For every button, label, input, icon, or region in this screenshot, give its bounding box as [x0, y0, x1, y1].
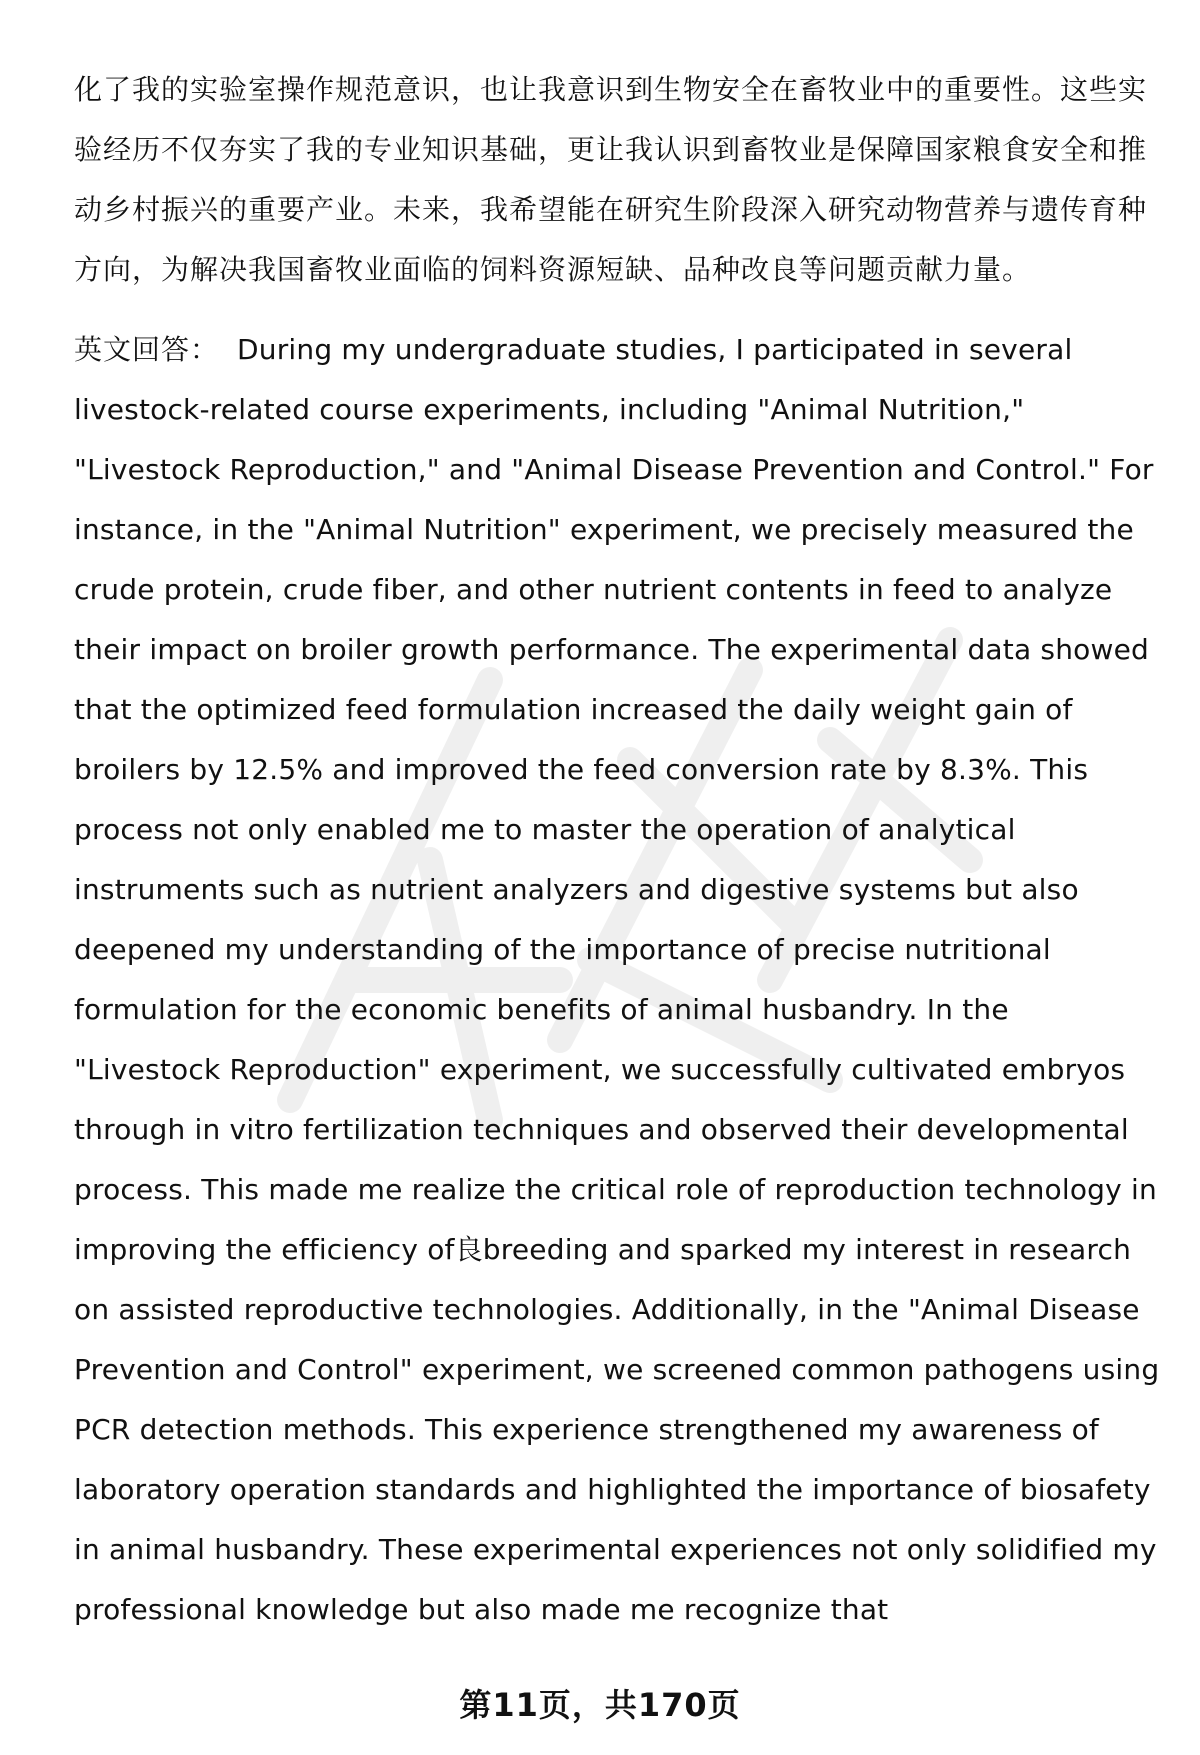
english-answer-paragraph: [74, 320, 1164, 1640]
page-number-footer: 第11页，共170页: [459, 1686, 741, 1724]
english-answer-label: 英文回答：: [74, 333, 220, 366]
english-answer-text: During my undergraduate studies, I participated in several livestock-related course experiments, including "Animal Nutrition," "Livestock Reproduction," and "Animal Disease Prevention and Control." For instance, in the "Animal Nutrition" experiment, we precisely measured the crude protein, crude fiber, and other nutrient contents in feed to analyze their impact on broiler growth performance. The experimental data showed that the optimized feed formulation increased the daily weight gain of broilers by 12.5% and improved the feed conversion rate by 8.3%. This process not only enabled me to master the operation of analytical instruments such as nutrient analyzers and digestive systems but also deepened my understanding of the importance of precise nutritional formulation for the economic benefits of animal husbandry. In the "Livestock Reproduction" experiment, we successfully cultivated embryos through in vitro fertilization techniques and observed their developmental process. This made me realize the critical role of reproduction technology in improving the efficiency of良breeding and sparked my interest in research on assisted reproductive technologies. Additionally, in the "Animal Disease Prevention and Control" experiment, we screened common pathogens using PCR detection methods. This experience strengthened my awareness of laboratory operation standards and highlighted the importance of biosafety in animal husbandry. These experimental experiences not only solidified my professional knowledge but also made me recognize that: [74, 333, 1160, 1626]
document-body: [74, 60, 1164, 1640]
chinese-paragraph: 化了我的实验室操作规范意识，也让我意识到生物安全在畜牧业中的重要性。这些实验经历不仅夯实了我的专业知识基础，更让我认识到畜牧业是保障国家粮食安全和推动乡村振兴的重要产业。未来，我希望能在研究生阶段深入研究动物营养与遗传育种方向，为解决我国畜牧业面临的饲料资源短缺、品种改良等问题贡献力量。: [74, 73, 1148, 286]
